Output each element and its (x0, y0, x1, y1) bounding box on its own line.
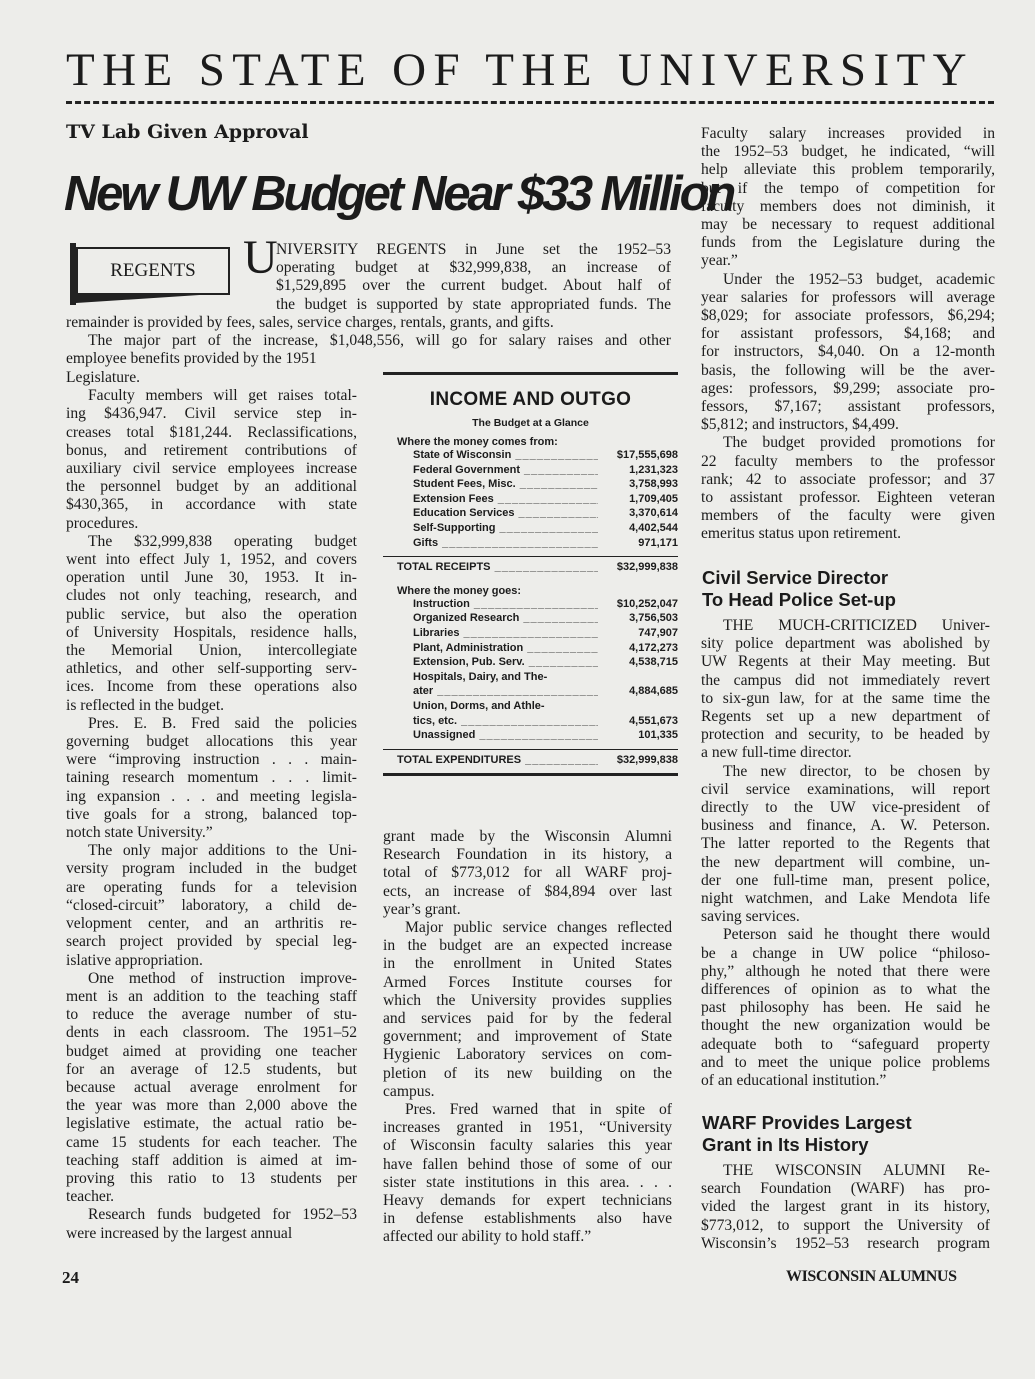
text-line: directly to the UW vice-president of (701, 799, 990, 817)
budget-row-amount: 971,171 (638, 536, 678, 549)
budget-row-label: Education Services _____ (383, 506, 598, 521)
text-line: Research Foundation in its history, a (383, 846, 672, 864)
text-line: teacher. (66, 1188, 115, 1206)
budget-row (383, 714, 678, 729)
text-line: help alleviate this problem temporarily, (701, 161, 995, 179)
text-line: notch state University.” (66, 824, 213, 842)
text-line: a new full-time director. (701, 744, 852, 762)
text-line: ects, an increase of $84,894 over last (383, 882, 672, 900)
budget-row (383, 463, 678, 478)
budget-row-label: Union, Dorms, and Athle- (413, 699, 545, 712)
lead-paragraph (276, 241, 671, 314)
text-line: night watchmen, and Lake Mendota life (701, 890, 990, 908)
text-line: for assistant professors, $4,168; and (701, 325, 995, 343)
text-line: operating budget at $32,999,838, an increase of (276, 259, 671, 277)
text-line: 22 faculty members to the professor (701, 452, 995, 470)
text-line: remainder is provided by fees, sales, service charges, rentals, grants, and gifts. (66, 314, 554, 331)
text-line: Under the 1952–53 budget, academic (723, 270, 995, 288)
total-expenditures-row: TOTAL EXPENDITURES _____ $32,999,838 (383, 753, 678, 768)
text-line: taining research momentum . . . limit- (66, 769, 357, 787)
budget-box-title: INCOME AND OUTGO (429, 389, 632, 410)
text-line: thought the new organization would be (701, 1017, 990, 1035)
text-line: increases granted in 1951, “University (383, 1119, 672, 1137)
text-line: the Memorial Union, intercollegiate (66, 642, 357, 660)
budget-row-label: Plant, Administration _____ (383, 641, 598, 656)
text-line: rank; 42 to associate professor; and 37 (701, 470, 995, 488)
text-line: in the budget are an expected increase (383, 937, 672, 955)
text-line: The only major additions to the Uni- (88, 842, 357, 860)
text-line: $1,529,895 over the current budget. About half of (276, 277, 671, 295)
text-line: because actual average enrolment for (66, 1078, 357, 1096)
budget-row-label: tics, etc. _____ (383, 714, 598, 729)
text-line: but if the tempo of competition for (701, 179, 995, 197)
text-line: auxiliary civil service employees increase (66, 460, 357, 478)
heading-line: Grant in Its History (702, 1134, 869, 1155)
budget-row-amount: 3,756,503 (629, 612, 678, 625)
text-line: One method of instruction improve- (88, 969, 357, 987)
text-line: basis, the following will be the aver- (701, 361, 995, 379)
text-line: year.” (701, 252, 738, 270)
outgo-list (383, 597, 678, 743)
text-line: search Foundation (WARF) has pro- (701, 1180, 990, 1198)
text-line: may be necessary to request additional (701, 216, 995, 234)
budget-row-label: Extension, Pub. Serv. _____ (383, 655, 598, 670)
text-line: year salaries for professors will average (701, 288, 995, 306)
heading-line: WARF Provides Largest (702, 1112, 912, 1133)
heading-line: To Head Police Set-up (702, 589, 896, 610)
text-line: Faculty members will get raises total- (88, 387, 357, 405)
text-line: der one full-time man, present police, (701, 871, 990, 889)
text-line: and services paid for by the federal (383, 1010, 672, 1028)
text-line: search project provided by special leg- (66, 933, 357, 951)
text-line: islative appropriation. (66, 951, 203, 969)
masthead: THE STATE OF THE UNIVERSITY (66, 44, 974, 96)
text-line: public service, but also the operation (66, 605, 357, 623)
text-line: governing budget allocations this year (66, 733, 357, 751)
outgo-heading: Where the money goes: (397, 584, 522, 597)
text-line: for instructors, $4,040. On a 12-month (701, 343, 995, 361)
text-line: campus. (383, 1082, 435, 1100)
budget-row-amount: 4,551,673 (629, 714, 678, 727)
budget-row-label: Self-Supporting _____ (383, 521, 598, 536)
text-line: teaching staff addition is aimed at im- (66, 1151, 357, 1169)
text-line: are operating funds for a television (66, 878, 357, 896)
regents-label: REGENTS (76, 247, 230, 295)
text-line: the personnel budget by an additional (66, 478, 357, 496)
budget-row-label: Unassigned _____ (383, 728, 598, 743)
budget-row (383, 641, 678, 656)
budget-row-amount: 3,370,614 (629, 507, 678, 520)
budget-row-amount: 3,758,993 (629, 478, 678, 491)
text-line: fessors, $7,167; assistant professors, (701, 398, 995, 416)
text-line: ages: professors, $9,299; associate pro- (701, 379, 995, 397)
text-line: sity police department was abolished by (701, 635, 990, 653)
text-line: proving this ratio to 13 students per (66, 1169, 357, 1187)
text-line: year’s grant. (383, 900, 461, 918)
text-line: Armed Forces Institute courses for (383, 973, 672, 991)
text-line: ing expansion . . . and meeting legisla- (66, 787, 357, 805)
text-line: grant made by the Wisconsin Alumni (383, 828, 672, 845)
column-3-text (701, 125, 995, 544)
text-line: business and finance, A. W. Peterson. (701, 817, 990, 835)
text-line: the budget is supported by state appropriated funds. The (276, 295, 671, 313)
kicker-heading: TV Lab Given Approval (66, 121, 309, 143)
police-story-text (701, 617, 990, 1090)
budget-row (383, 699, 678, 714)
budget-row-label: ater _____ (383, 684, 598, 699)
text-line: $430,365, in accordance with state (66, 496, 357, 514)
text-line: NIVERSITY REGENTS in June set the 1952–53 (276, 241, 671, 258)
text-line: of University Hospitals, residence halls, (66, 623, 357, 641)
income-list (383, 448, 678, 550)
text-line: versity program included in the budget (66, 860, 357, 878)
budget-row-label: Student Fees, Misc. _____ (383, 477, 598, 492)
text-line: differences of opinion as to what the (701, 981, 990, 999)
budget-box-subtitle: The Budget at a Glance (472, 417, 589, 429)
text-line: ing $436,947. Civil service step in- (66, 405, 357, 423)
budget-row-label: Extension Fees _____ (383, 492, 598, 507)
total-receipts-row: TOTAL RECEIPTS _____ $32,999,838 (383, 560, 678, 575)
budget-row-amount: 101,335 (638, 729, 678, 742)
text-line: past philosophy has been. He said he (701, 999, 990, 1017)
budget-row (383, 611, 678, 626)
budget-row-amount: 4,884,685 (629, 685, 678, 698)
text-line: “closed-circuit” laboratory, a child de- (66, 896, 357, 914)
budget-row-amount: $17,555,698 (616, 449, 678, 461)
text-line: Faculty salary increases provided in (701, 125, 995, 142)
text-line: Major public service changes reflected (405, 919, 672, 937)
budget-row (383, 655, 678, 670)
text-line: bonus, and retirement contributions of (66, 441, 357, 459)
text-line: the 1952–53 budget, he indicated, “will (701, 143, 995, 161)
column-1-text (66, 369, 357, 1243)
budget-row-amount: 4,172,273 (629, 641, 678, 654)
text-line: were “improving instruction . . . main- (66, 751, 357, 769)
text-line: Peterson said he thought there would (723, 926, 990, 944)
text-line: is reflected in the budget. (66, 696, 225, 714)
masthead-dashed-rule (66, 101, 994, 104)
budget-row-amount: $10,252,047 (616, 597, 678, 610)
text-line: the new department will combine, un- (701, 853, 990, 871)
budget-row-label: Libraries _____ (383, 626, 598, 641)
budget-row-label: Organized Research _____ (383, 611, 598, 626)
text-line: phy,” although he noted that there were (701, 962, 990, 980)
text-line: saving services. (701, 908, 800, 926)
text-line: Pres. Fred warned that in spite of (405, 1101, 672, 1119)
column-2-text (383, 828, 672, 1247)
income-heading: Where the money comes from: (397, 436, 558, 448)
text-line: which the University provides supplies (383, 991, 672, 1009)
budget-row (383, 626, 678, 641)
budget-row-label: Hospitals, Dairy, and The- (413, 670, 548, 683)
text-line: to assistant professor. Eighteen veteran (701, 489, 995, 507)
budget-row-amount: 1,709,405 (629, 492, 678, 505)
text-line: creases total $181,244. Reclassifications, (66, 423, 357, 441)
wide-paragraph (66, 314, 671, 369)
text-line: $5,812; and instructors, $4,499. (701, 416, 899, 434)
budget-row (383, 492, 678, 507)
text-line: procedures. (66, 514, 139, 532)
text-line: employee benefits provided by the 1951 (66, 350, 317, 368)
budget-row-amount (598, 670, 678, 685)
text-line: vided the largest grant in its history, (701, 1198, 990, 1216)
text-line: The $32,999,838 operating budget (88, 532, 357, 550)
warf-story-heading (702, 1112, 912, 1156)
text-line: Pres. E. B. Fred said the policies (88, 714, 357, 732)
budget-row-label: State of Wisconsin _____ (383, 448, 598, 463)
text-line: in defense establishments also have (383, 1210, 672, 1228)
text-line: and to meet the unique police problems (701, 1053, 990, 1071)
text-line: $8,029; for associate professors, $6,294; (701, 307, 995, 325)
text-line: faculty members does not diminish, it (701, 197, 995, 215)
text-line: The new director, to be chosen by (723, 762, 990, 780)
budget-row (383, 477, 678, 492)
budget-row (383, 728, 678, 743)
budget-row-label: Gifts _____ (383, 536, 598, 551)
text-line: members of the faculty were given (701, 507, 995, 525)
text-line: of an educational institution.” (701, 1072, 887, 1090)
text-line: dents in each classroom. The 1951–52 (66, 1024, 357, 1042)
text-line: The major part of the increase, $1,048,556, will go for salary raises and other (88, 332, 671, 350)
headline: New UW Budget Near $33 Million (64, 167, 734, 221)
budget-box (383, 372, 678, 790)
text-line: sister state institutions in this area. . . . (383, 1173, 672, 1191)
text-line: tive goals for a strong, balanced top- (66, 805, 357, 823)
police-story-heading (702, 567, 896, 611)
budget-row (383, 448, 678, 463)
budget-row-amount: 1,231,323 (629, 463, 678, 476)
budget-row-label: Federal Government _____ (383, 463, 598, 478)
text-line: in the enrollment in United States (383, 955, 672, 973)
text-line: funds from the Legislature during the (701, 234, 995, 252)
text-line: civil service examinations, will report (701, 780, 990, 798)
text-line: ment is an addition to the teaching staff (66, 987, 357, 1005)
text-line: went into effect July 1, 1952, and covers (66, 551, 357, 569)
text-line: total of $773,012 for all WARF proj- (383, 864, 672, 882)
text-line: Heavy demands for expert technicians (383, 1192, 672, 1210)
text-line: legislative estimate, the actual ratio be- (66, 1115, 357, 1133)
text-line: The latter reported to the Regents that (701, 835, 990, 853)
page-number: 24 (62, 1268, 79, 1287)
text-line: for an average of 12.5 students, but (66, 1060, 357, 1078)
heading-line: Civil Service Director (702, 567, 889, 588)
regents-logo (70, 239, 232, 309)
budget-row-label: Instruction _____ (383, 597, 598, 612)
text-line: ices. Income from these operations also (66, 678, 357, 696)
warf-story-text (701, 1162, 990, 1253)
drop-cap: U (243, 231, 278, 284)
text-line: Wisconsin’s 1952–53 research program (701, 1234, 990, 1252)
text-line: operation until June 30, 1953. It in- (66, 569, 357, 587)
text-line: velopment center, and an arthritis re- (66, 915, 357, 933)
text-line: protection and security, to be headed by (701, 726, 990, 744)
text-line: be a change in UW police “philoso- (701, 944, 990, 962)
text-line: budget aimed at providing one teacher (66, 1042, 357, 1060)
text-line: pletion of its new building on the (383, 1064, 672, 1082)
text-line: came 15 students for each teacher. The (66, 1133, 357, 1151)
text-line: the campus did not immediately revert (701, 671, 990, 689)
text-line: The budget provided promotions for (723, 434, 995, 452)
budget-row-amount (598, 699, 678, 714)
budget-row (383, 670, 678, 685)
publication-name: WISCONSIN ALUMNUS (786, 1268, 957, 1285)
text-line: government; and improvement of State (383, 1028, 672, 1046)
text-line: affected our ability to hold staff.” (383, 1228, 592, 1246)
text-line: THE WISCONSIN ALUMNI Re- (723, 1162, 990, 1179)
text-line: adequate both to “safeguard property (701, 1035, 990, 1053)
text-line: Legislature. (66, 369, 141, 386)
budget-row (383, 506, 678, 521)
text-line: to reduce the average number of stu- (66, 1006, 357, 1024)
budget-row-amount: 747,907 (638, 626, 678, 639)
budget-row (383, 597, 678, 612)
budget-row-amount: 4,402,544 (629, 521, 678, 534)
text-line: athletics, and other self-supporting serv- (66, 660, 357, 678)
text-line: cludes not only teaching, research, and (66, 587, 357, 605)
text-line: were increased by the largest annual (66, 1224, 293, 1242)
text-line: Research funds budgeted for 1952–53 (88, 1206, 357, 1224)
text-line: have fallen behind those of some of our (383, 1155, 672, 1173)
text-line: of Wisconsin faculty salaries this year (383, 1137, 672, 1155)
budget-row (383, 684, 678, 699)
text-line: the year was more than 2,000 above the (66, 1097, 357, 1115)
text-line: to six-gun law, for at the same time the (701, 689, 990, 707)
text-line: THE MUCH-CRITICIZED Univer- (723, 617, 990, 634)
text-line: Hygienic Laboratory services on com- (383, 1046, 672, 1064)
text-line: UW Regents at their May meeting. But (701, 653, 990, 671)
budget-row (383, 521, 678, 536)
text-line: $773,012, to support the University of (701, 1216, 990, 1234)
budget-row-amount: 4,538,715 (629, 656, 678, 669)
text-line: Regents set up a new department of (701, 708, 990, 726)
budget-row (383, 536, 678, 551)
text-line: emeritus status upon retirement. (701, 525, 902, 543)
